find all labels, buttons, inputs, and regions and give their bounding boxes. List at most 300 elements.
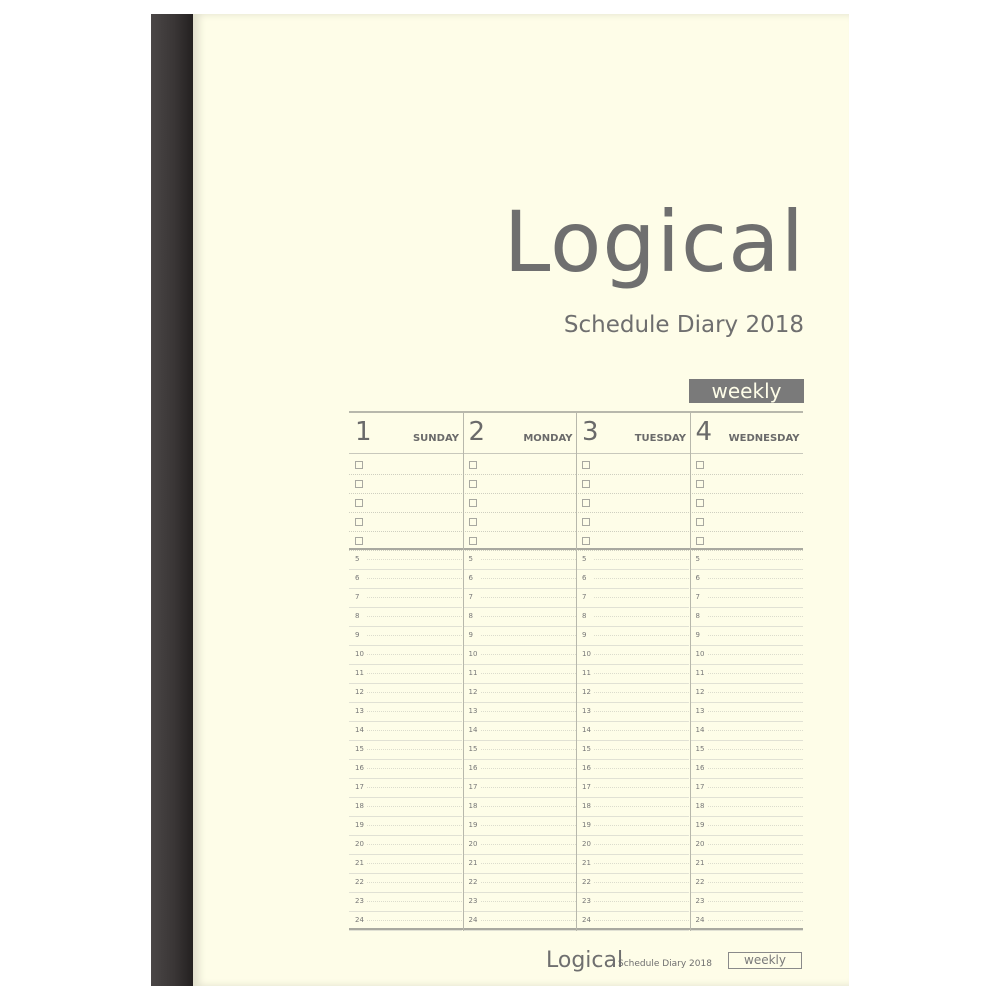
half-hour-rule (708, 730, 803, 731)
hour-row (349, 607, 462, 627)
hour-label: 16 (468, 764, 478, 772)
todo-row (349, 474, 462, 494)
weekly-grid (349, 411, 803, 931)
hour-row (576, 550, 689, 570)
hour-label: 8 (468, 612, 473, 620)
hour-row (463, 835, 576, 855)
half-hour-rule (481, 692, 576, 693)
half-hour-rule (367, 673, 462, 674)
hour-label: 20 (468, 840, 478, 848)
hour-row (349, 721, 462, 741)
checkbox-icon (696, 537, 704, 545)
todo-row (576, 474, 689, 494)
half-hour-rule (481, 559, 576, 560)
hour-row (576, 854, 689, 874)
hour-label: 19 (695, 821, 705, 829)
hour-label: 19 (582, 821, 591, 829)
day-column (576, 411, 689, 931)
half-hour-rule (594, 616, 689, 617)
todo-row (463, 512, 576, 532)
footer-title: Logical (546, 948, 624, 973)
hour-row (576, 892, 689, 912)
hour-row (349, 778, 462, 798)
half-hour-rule (708, 559, 803, 560)
hour-label: 16 (355, 764, 364, 772)
half-hour-rule (481, 616, 576, 617)
hour-row (690, 911, 803, 931)
half-hour-rule (594, 559, 689, 560)
hour-label: 22 (582, 878, 591, 886)
half-hour-rule (594, 901, 689, 902)
hour-label: 13 (468, 707, 478, 715)
half-hour-rule (594, 920, 689, 921)
hour-label: 19 (355, 821, 364, 829)
todo-row (690, 531, 803, 551)
todo-row (690, 474, 803, 494)
hour-row (349, 683, 462, 703)
hour-label: 24 (468, 916, 478, 924)
hour-label: 5 (582, 555, 587, 563)
hour-label: 17 (468, 783, 478, 791)
hour-label: 8 (695, 612, 700, 620)
hour-row (349, 702, 462, 722)
half-hour-rule (708, 692, 803, 693)
half-hour-rule (708, 920, 803, 921)
hour-row (349, 645, 462, 665)
day-number: 2 (468, 417, 486, 447)
hour-row (690, 873, 803, 893)
hour-row (576, 797, 689, 817)
half-hour-rule (594, 768, 689, 769)
hour-label: 18 (695, 802, 705, 810)
day-column (463, 411, 576, 931)
hour-row (690, 569, 803, 589)
hour-label: 9 (355, 631, 360, 639)
half-hour-rule (708, 654, 803, 655)
hour-label: 18 (468, 802, 478, 810)
hour-row (463, 664, 576, 684)
half-hour-rule (594, 844, 689, 845)
half-hour-rule (481, 673, 576, 674)
hour-row (690, 892, 803, 912)
hour-row (690, 740, 803, 760)
hour-row (690, 702, 803, 722)
half-hour-rule (708, 863, 803, 864)
hour-label: 13 (582, 707, 591, 715)
hour-row (463, 778, 576, 798)
hour-label: 12 (582, 688, 591, 696)
half-hour-rule (367, 559, 462, 560)
hour-row (576, 702, 689, 722)
day-number: 3 (582, 417, 599, 447)
half-hour-rule (481, 768, 576, 769)
todo-row (576, 493, 689, 513)
hour-row (690, 854, 803, 874)
hour-label: 12 (695, 688, 705, 696)
checkbox-icon (355, 518, 363, 526)
hour-label: 8 (355, 612, 360, 620)
hour-row (349, 835, 462, 855)
day-number: 4 (695, 417, 713, 447)
half-hour-rule (594, 825, 689, 826)
hour-row (576, 569, 689, 589)
todo-row (349, 531, 462, 551)
cover-badge: weekly (689, 379, 804, 403)
hour-label: 9 (468, 631, 473, 639)
half-hour-rule (594, 711, 689, 712)
half-hour-rule (481, 825, 576, 826)
hour-row (690, 664, 803, 684)
footer-subtitle: Schedule Diary 2018 (618, 959, 712, 969)
hour-label: 5 (468, 555, 473, 563)
half-hour-rule (708, 844, 803, 845)
half-hour-rule (481, 711, 576, 712)
hour-label: 24 (355, 916, 364, 924)
hour-row (576, 816, 689, 836)
hour-row (463, 911, 576, 931)
diary-cover (193, 14, 849, 986)
footer-badge: weekly (728, 952, 802, 969)
hour-label: 17 (355, 783, 364, 791)
checkbox-icon (469, 537, 477, 545)
hour-label: 8 (582, 612, 587, 620)
checkbox-icon (582, 499, 590, 507)
column-divider (690, 411, 691, 931)
todo-row (576, 455, 689, 475)
hour-row (690, 797, 803, 817)
hour-label: 17 (582, 783, 591, 791)
half-hour-rule (708, 901, 803, 902)
hour-row (463, 759, 576, 779)
hour-label: 7 (582, 593, 587, 601)
hour-row (690, 588, 803, 608)
hour-label: 6 (582, 574, 587, 582)
column-divider (463, 411, 464, 931)
half-hour-rule (708, 787, 803, 788)
hour-label: 10 (695, 650, 705, 658)
half-hour-rule (594, 654, 689, 655)
checkbox-icon (696, 461, 704, 469)
checkbox-icon (582, 461, 590, 469)
hour-row (349, 626, 462, 646)
hour-label: 12 (355, 688, 364, 696)
hour-label: 15 (468, 745, 478, 753)
hour-label: 15 (355, 745, 364, 753)
hour-row (576, 683, 689, 703)
hour-label: 6 (695, 574, 700, 582)
todo-row (463, 493, 576, 513)
hour-label: 7 (355, 593, 360, 601)
checkbox-icon (469, 518, 477, 526)
hour-label: 6 (355, 574, 360, 582)
checkbox-icon (469, 480, 477, 488)
hour-row (576, 873, 689, 893)
checkbox-icon (355, 480, 363, 488)
hour-label: 5 (695, 555, 700, 563)
half-hour-rule (367, 730, 462, 731)
hour-row (463, 721, 576, 741)
todo-row (463, 531, 576, 551)
hour-label: 9 (582, 631, 587, 639)
half-hour-rule (367, 901, 462, 902)
todo-row (576, 512, 689, 532)
hour-row (349, 569, 462, 589)
half-hour-rule (594, 692, 689, 693)
hour-label: 14 (695, 726, 705, 734)
hour-label: 11 (468, 669, 478, 677)
hour-row (690, 626, 803, 646)
hour-row (349, 759, 462, 779)
hour-label: 10 (582, 650, 591, 658)
hour-label: 24 (695, 916, 705, 924)
hour-row (349, 892, 462, 912)
hour-label: 23 (582, 897, 591, 905)
hour-label: 21 (468, 859, 478, 867)
half-hour-rule (594, 882, 689, 883)
half-hour-rule (367, 768, 462, 769)
cover-title: Logical (503, 193, 805, 291)
half-hour-rule (481, 787, 576, 788)
half-hour-rule (367, 825, 462, 826)
hour-label: 20 (355, 840, 364, 848)
hour-label: 20 (582, 840, 591, 848)
half-hour-rule (708, 749, 803, 750)
half-hour-rule (594, 787, 689, 788)
todo-row (349, 512, 462, 532)
checkbox-icon (355, 537, 363, 545)
hour-row (576, 626, 689, 646)
checkbox-icon (582, 537, 590, 545)
hour-label: 14 (355, 726, 364, 734)
half-hour-rule (367, 844, 462, 845)
day-name: SUNDAY (412, 433, 459, 444)
hour-label: 11 (695, 669, 705, 677)
hour-row (463, 607, 576, 627)
hour-label: 9 (695, 631, 700, 639)
hour-row (463, 816, 576, 836)
hour-label: 11 (582, 669, 591, 677)
hour-row (463, 550, 576, 570)
hour-label: 15 (695, 745, 705, 753)
hour-row (576, 759, 689, 779)
hour-row (463, 645, 576, 665)
hour-label: 21 (355, 859, 364, 867)
hour-label: 23 (695, 897, 705, 905)
checkbox-icon (582, 480, 590, 488)
hour-label: 14 (468, 726, 478, 734)
hour-label: 7 (468, 593, 473, 601)
hour-row (463, 683, 576, 703)
todo-row (463, 455, 576, 475)
half-hour-rule (367, 635, 462, 636)
hour-label: 24 (582, 916, 591, 924)
half-hour-rule (481, 863, 576, 864)
hour-label: 21 (582, 859, 591, 867)
hour-row (576, 664, 689, 684)
hour-label: 13 (695, 707, 705, 715)
hour-label: 18 (355, 802, 364, 810)
half-hour-rule (481, 730, 576, 731)
hour-row (349, 588, 462, 608)
hour-row (349, 664, 462, 684)
half-hour-rule (708, 806, 803, 807)
checkbox-icon (696, 518, 704, 526)
hour-row (576, 835, 689, 855)
todo-row (690, 493, 803, 513)
half-hour-rule (708, 768, 803, 769)
checkbox-icon (355, 461, 363, 469)
hour-row (576, 778, 689, 798)
day-column (349, 411, 462, 931)
hour-label: 16 (695, 764, 705, 772)
checkbox-icon (696, 480, 704, 488)
todo-row (690, 512, 803, 532)
todo-row (576, 531, 689, 551)
hour-label: 11 (355, 669, 364, 677)
hour-label: 16 (582, 764, 591, 772)
hour-row (576, 588, 689, 608)
half-hour-rule (708, 882, 803, 883)
half-hour-rule (594, 806, 689, 807)
half-hour-rule (481, 635, 576, 636)
half-hour-rule (367, 578, 462, 579)
hour-row (576, 721, 689, 741)
hour-row (349, 550, 462, 570)
hour-label: 10 (468, 650, 478, 658)
hour-row (690, 683, 803, 703)
hour-row (576, 740, 689, 760)
hour-row (463, 797, 576, 817)
hour-row (349, 816, 462, 836)
diary-spine (151, 14, 193, 986)
day-name: TUESDAY (634, 433, 686, 444)
todo-row (463, 474, 576, 494)
hour-row (463, 873, 576, 893)
hour-label: 20 (695, 840, 705, 848)
hour-label: 22 (695, 878, 705, 886)
hour-row (349, 854, 462, 874)
half-hour-rule (481, 920, 576, 921)
half-hour-rule (594, 863, 689, 864)
half-hour-rule (594, 749, 689, 750)
todo-row (690, 455, 803, 475)
hour-label: 13 (355, 707, 364, 715)
checkbox-icon (582, 518, 590, 526)
half-hour-rule (367, 616, 462, 617)
hour-row (349, 911, 462, 931)
checkbox-icon (469, 499, 477, 507)
hour-row (690, 721, 803, 741)
half-hour-rule (594, 635, 689, 636)
half-hour-rule (481, 597, 576, 598)
day-name: WEDNESDAY (728, 433, 800, 444)
hour-row (463, 854, 576, 874)
half-hour-rule (594, 597, 689, 598)
hour-row (690, 778, 803, 798)
hour-label: 12 (468, 688, 478, 696)
todo-row (349, 455, 462, 475)
hour-label: 22 (355, 878, 364, 886)
half-hour-rule (481, 749, 576, 750)
hour-row (690, 816, 803, 836)
half-hour-rule (367, 787, 462, 788)
half-hour-rule (367, 863, 462, 864)
hour-label: 19 (468, 821, 478, 829)
column-divider (576, 411, 577, 931)
hour-row (349, 797, 462, 817)
day-name: MONDAY (523, 433, 573, 444)
day-column (690, 411, 803, 931)
half-hour-rule (708, 597, 803, 598)
hour-row (690, 759, 803, 779)
hour-row (576, 911, 689, 931)
todo-row (349, 493, 462, 513)
hour-label: 21 (695, 859, 705, 867)
hour-row (690, 607, 803, 627)
half-hour-rule (481, 901, 576, 902)
hour-row (690, 550, 803, 570)
half-hour-rule (367, 654, 462, 655)
hour-row (463, 702, 576, 722)
half-hour-rule (367, 806, 462, 807)
cover-subtitle: Schedule Diary 2018 (563, 312, 804, 338)
half-hour-rule (594, 730, 689, 731)
hour-label: 22 (468, 878, 478, 886)
hour-row (463, 626, 576, 646)
hour-label: 5 (355, 555, 360, 563)
half-hour-rule (594, 673, 689, 674)
hour-row (463, 588, 576, 608)
hour-row (349, 873, 462, 893)
hour-label: 7 (695, 593, 700, 601)
hour-label: 23 (355, 897, 364, 905)
hour-label: 23 (468, 897, 478, 905)
hour-row (463, 892, 576, 912)
checkbox-icon (355, 499, 363, 507)
half-hour-rule (481, 654, 576, 655)
half-hour-rule (708, 825, 803, 826)
hour-row (349, 740, 462, 760)
checkbox-icon (696, 499, 704, 507)
hour-label: 10 (355, 650, 364, 658)
half-hour-rule (367, 882, 462, 883)
half-hour-rule (594, 578, 689, 579)
half-hour-rule (481, 806, 576, 807)
day-number: 1 (355, 417, 372, 447)
half-hour-rule (481, 844, 576, 845)
hour-row (576, 607, 689, 627)
half-hour-rule (367, 692, 462, 693)
half-hour-rule (367, 711, 462, 712)
hour-label: 15 (582, 745, 591, 753)
half-hour-rule (708, 578, 803, 579)
half-hour-rule (367, 920, 462, 921)
half-hour-rule (367, 749, 462, 750)
hour-label: 14 (582, 726, 591, 734)
half-hour-rule (708, 635, 803, 636)
half-hour-rule (708, 616, 803, 617)
half-hour-rule (708, 673, 803, 674)
half-hour-rule (708, 711, 803, 712)
half-hour-rule (481, 882, 576, 883)
half-hour-rule (367, 597, 462, 598)
hour-label: 18 (582, 802, 591, 810)
half-hour-rule (481, 578, 576, 579)
hour-label: 6 (468, 574, 473, 582)
hour-row (463, 569, 576, 589)
hour-row (576, 645, 689, 665)
hour-row (690, 645, 803, 665)
